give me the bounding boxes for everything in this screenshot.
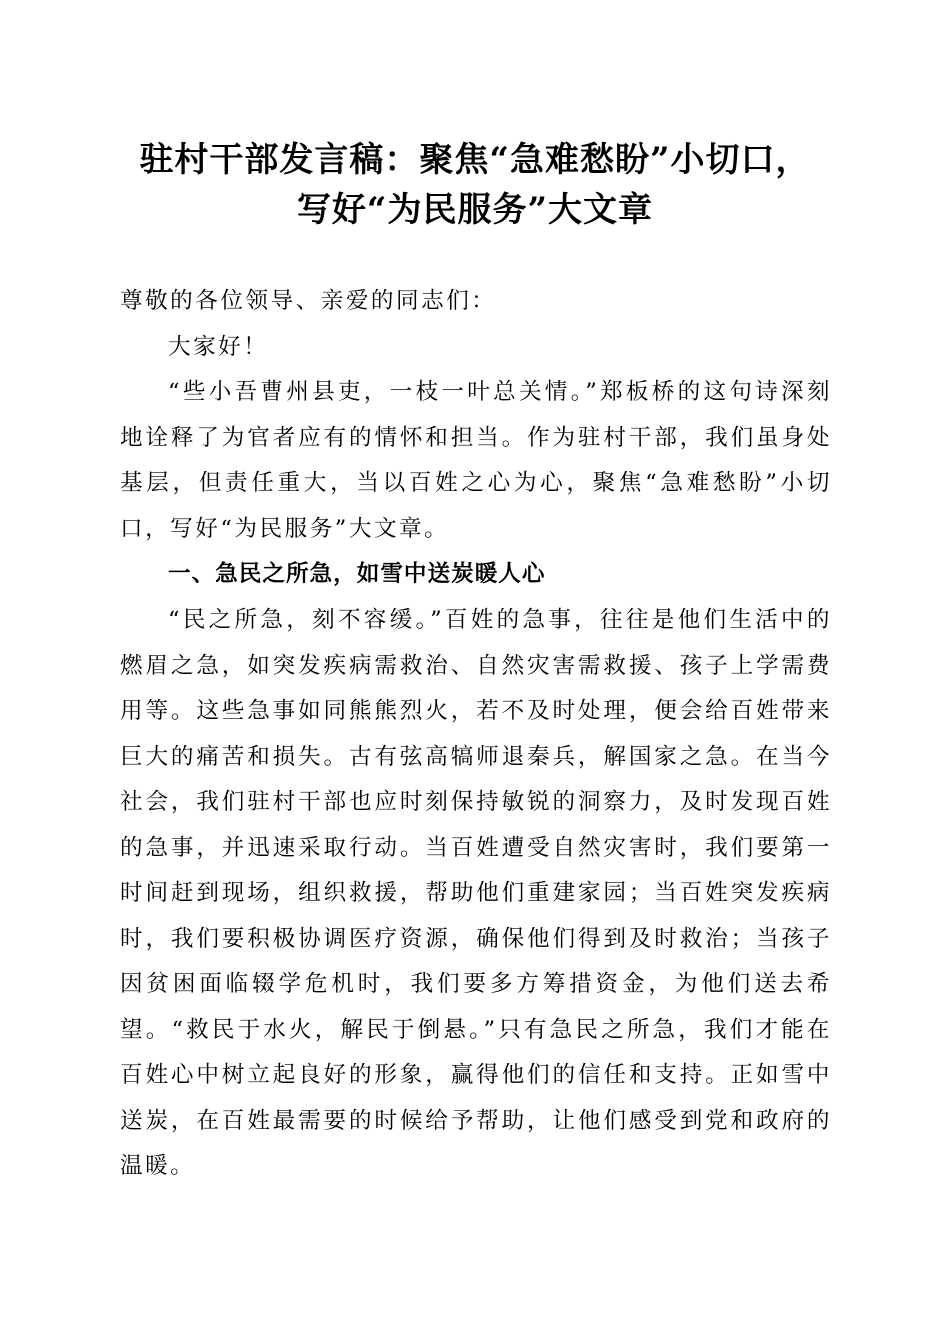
intro-paragraph: “些小吾曹州县吏，一枝一叶总关情。”郑板桥的这句诗深刻地诠释了为官者应有的情怀和担当。作为驻村干部，我们虽身处基层，但责任重大，当以百姓之心为心，聚焦“急难愁盼”小切口，写好“为民服务”大文章。 [120, 379, 832, 542]
document-title-line-1: 驻村干部发言稿：聚焦“急难愁盼”小切口， [139, 140, 811, 180]
section-1-heading: 一、急民之所急，如雪中送炭暖人心 [168, 561, 546, 587]
greeting: 大家好！ [168, 334, 269, 360]
salutation: 尊敬的各位领导、亲爱的同志们： [120, 288, 497, 314]
section-1-paragraph: “民之所急，刻不容缓。”百姓的急事，往往是他们生活中的燃眉之急，如突发疾病需救治、自然灾害需救援、孩子上学需费用等。这些急事如同熊熊烈火，若不及时处理，便会给百姓带来巨大的痛苦和损失。古有弦高犒师退秦兵，解国家之急。在当今社会，我们驻村干部也应时刻保持敏锐的洞察力，及时发现百姓的急事，并迅速采取行动。当百姓遭受自然灾害时，我们要第一时间赶到现场，组织救援，帮助他们重建家园；当百姓突发疾病时，我们要积极协调医疗资源，确保他们得到及时救治；当孩子因贫困面临辍学危机时，我们要多方筹措资金，为他们送去希望。“救民于水火，解民于倒悬。”只有急民之所急，我们才能在百姓心中树立起良好的形象，赢得他们的信任和支持。正如雪中送炭，在百姓最需要的时候给予帮助，让他们感受到党和政府的温暖。 [120, 607, 832, 1179]
document-title-line-2: 写好“为民服务”大文章 [296, 190, 654, 230]
